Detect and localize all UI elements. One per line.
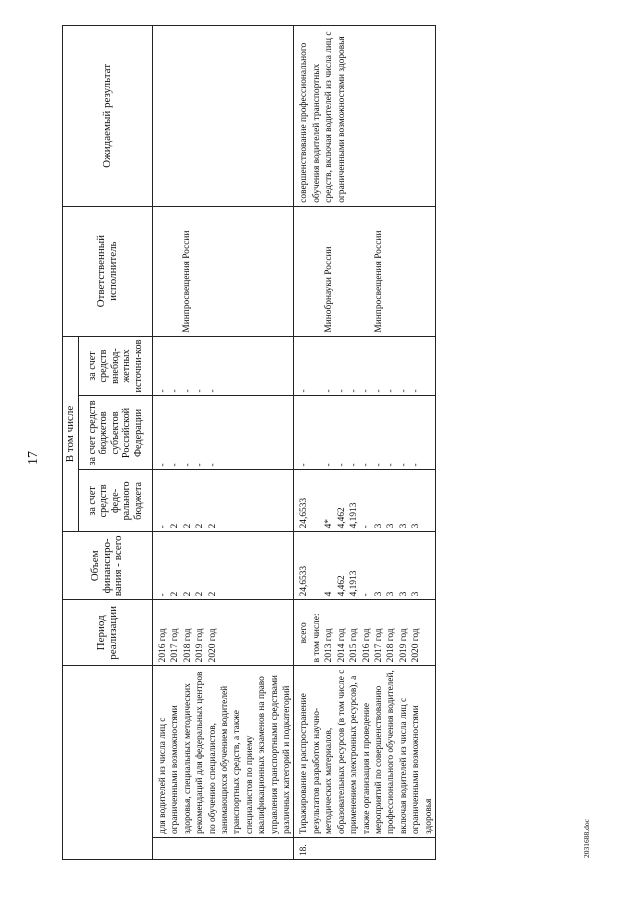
row-result: совершенствование профессионального обучения водителей транспортных средств, включая водителей из числа лиц с ограниченными возможностями здоровья (294, 26, 435, 207)
row-name: для водителей из числа лиц с ограниченными возможностями здоровья, специальных методических рекомендаций для федеральных центров по обучению специалистов, занимающихся обучением водителей транспортных средств, а также специалистов по приему квалификационных экзаменов на право управления транспортными средствами различных категорий и подкатегорий (153, 666, 294, 838)
offbudget-cell: - (411, 389, 422, 393)
period-cell: 2018 год (386, 628, 397, 663)
offbudget-cell: - (158, 389, 168, 393)
period-cell: 2020 год (207, 628, 218, 663)
period-cell: 2014 год (336, 628, 347, 663)
period-cell: всего (299, 622, 310, 644)
period-cell: 2016 год (158, 628, 168, 663)
regional-cell: - (170, 463, 181, 467)
volume-cell: 3 (373, 591, 384, 597)
header-executor: Ответственный исполнитель (63, 206, 153, 336)
period-cell: 2019 год (195, 628, 206, 663)
federal-cell: 3 (411, 523, 422, 529)
period-cell: 2013 год (324, 628, 335, 663)
offbudget-cell: - (324, 389, 335, 393)
period-cell: 2017 год (373, 628, 384, 663)
offbudget-cell: - (182, 389, 193, 393)
federal-cell: - (361, 525, 372, 529)
row-periods (153, 600, 294, 666)
federal-cell: 2 (182, 523, 193, 529)
offbudget-cell: - (299, 389, 310, 393)
row-periods (294, 600, 435, 666)
period-cell: 2019 год (398, 628, 409, 663)
executor-name: Минпросвещения России (182, 230, 192, 333)
row-volume (294, 532, 435, 600)
row-regional (294, 396, 435, 470)
volume-cell: 4,462 (336, 575, 347, 597)
row-number (153, 838, 294, 860)
federal-cell: - (158, 525, 168, 529)
row-executor (294, 206, 435, 336)
row-federal (153, 470, 294, 532)
federal-cell: 3 (373, 523, 384, 529)
regional-cell: - (182, 463, 193, 467)
header-period: Период реализации (63, 600, 153, 666)
header-regional: за счет средств бюджетов субъектов Российской Федерации (79, 396, 153, 470)
regional-cell: - (386, 463, 397, 467)
federal-cell: 2 (195, 523, 206, 529)
regional-cell: - (398, 463, 409, 467)
volume-cell: - (158, 593, 168, 597)
volume-cell: 2 (195, 591, 206, 597)
federal-cell: 3 (386, 523, 397, 529)
offbudget-cell: - (349, 389, 360, 393)
period-cell: 2015 год (349, 628, 360, 663)
row-executor (153, 206, 294, 336)
volume-cell: 24,6533 (299, 565, 310, 597)
offbudget-cell: - (373, 389, 384, 393)
table-row (153, 26, 294, 860)
volume-cell: 2 (182, 591, 193, 597)
federal-cell: 2 (207, 523, 218, 529)
row-federal (294, 470, 435, 532)
offbudget-cell: - (336, 389, 347, 393)
header-volume: Объем финансиро-вания - всего (63, 532, 153, 600)
row-volume (153, 532, 294, 600)
federal-cell: 3 (398, 523, 409, 529)
federal-cell: 24,6533 (299, 497, 310, 529)
regional-cell: - (373, 463, 384, 467)
offbudget-cell: - (361, 389, 372, 393)
page-number: 17 (26, 451, 41, 465)
footer-code: 2031688.doc (582, 819, 591, 858)
volume-cell: 3 (398, 591, 409, 597)
volume-cell: 3 (411, 591, 422, 597)
volume-cell: 4,1913 (349, 570, 360, 597)
volume-cell: - (361, 593, 372, 597)
header-empty (63, 666, 153, 860)
offbudget-cell: - (398, 389, 409, 393)
table-row (294, 26, 435, 860)
regional-cell: - (207, 463, 218, 467)
period-cell: 2017 год (170, 628, 181, 663)
regional-cell: - (336, 463, 347, 467)
federal-cell: 4* (324, 519, 335, 529)
row-name: Тиражирование и распространение результатов разработок научно-методических материалов, образовательных ресурсов (в том числе с применением электронных ресурсов), а также организация и проведение мероприятий по совершенствованию профессионального обучения водителей, включая водителей из числа лиц с ограниченными возможностями здоровья (294, 666, 435, 838)
federal-cell: 4,1913 (349, 502, 360, 529)
federal-cell: 4,462 (336, 507, 347, 529)
period-cell: в том числе: (311, 613, 322, 663)
volume-cell: 3 (386, 591, 397, 597)
offbudget-cell: - (195, 389, 206, 393)
header-in-total: В том числе (63, 336, 79, 532)
rotated-table-page (26, 25, 591, 860)
offbudget-cell: - (170, 389, 181, 393)
regional-cell: - (349, 463, 360, 467)
program-table (62, 25, 436, 860)
executor-name: Минобрнауки России (324, 246, 335, 333)
regional-cell: - (195, 463, 206, 467)
header-result: Ожидаемый результат (63, 26, 153, 207)
row-offbudget (294, 336, 435, 396)
header-federal: за счет средств феде-рального бюджета (79, 470, 153, 532)
federal-cell: 2 (170, 523, 181, 529)
regional-cell: - (299, 463, 310, 467)
volume-cell: 2 (170, 591, 181, 597)
regional-cell: - (411, 463, 422, 467)
period-cell: 2016 год (361, 628, 372, 663)
row-result (153, 26, 294, 207)
row-number: 18. (294, 838, 435, 860)
volume-cell: 2 (207, 591, 218, 597)
row-regional (153, 396, 294, 470)
executor-name: Минпросвещения России (373, 230, 384, 333)
regional-cell: - (324, 463, 335, 467)
period-cell: 2018 год (182, 628, 193, 663)
volume-cell: 4 (324, 591, 335, 597)
regional-cell: - (361, 463, 372, 467)
offbudget-cell: - (386, 389, 397, 393)
header-offbudget: за счет средств внебюд-жетных источни-ков (79, 336, 153, 396)
regional-cell: - (158, 463, 168, 467)
offbudget-cell: - (207, 389, 218, 393)
period-cell: 2020 год (411, 628, 422, 663)
row-offbudget (153, 336, 294, 396)
